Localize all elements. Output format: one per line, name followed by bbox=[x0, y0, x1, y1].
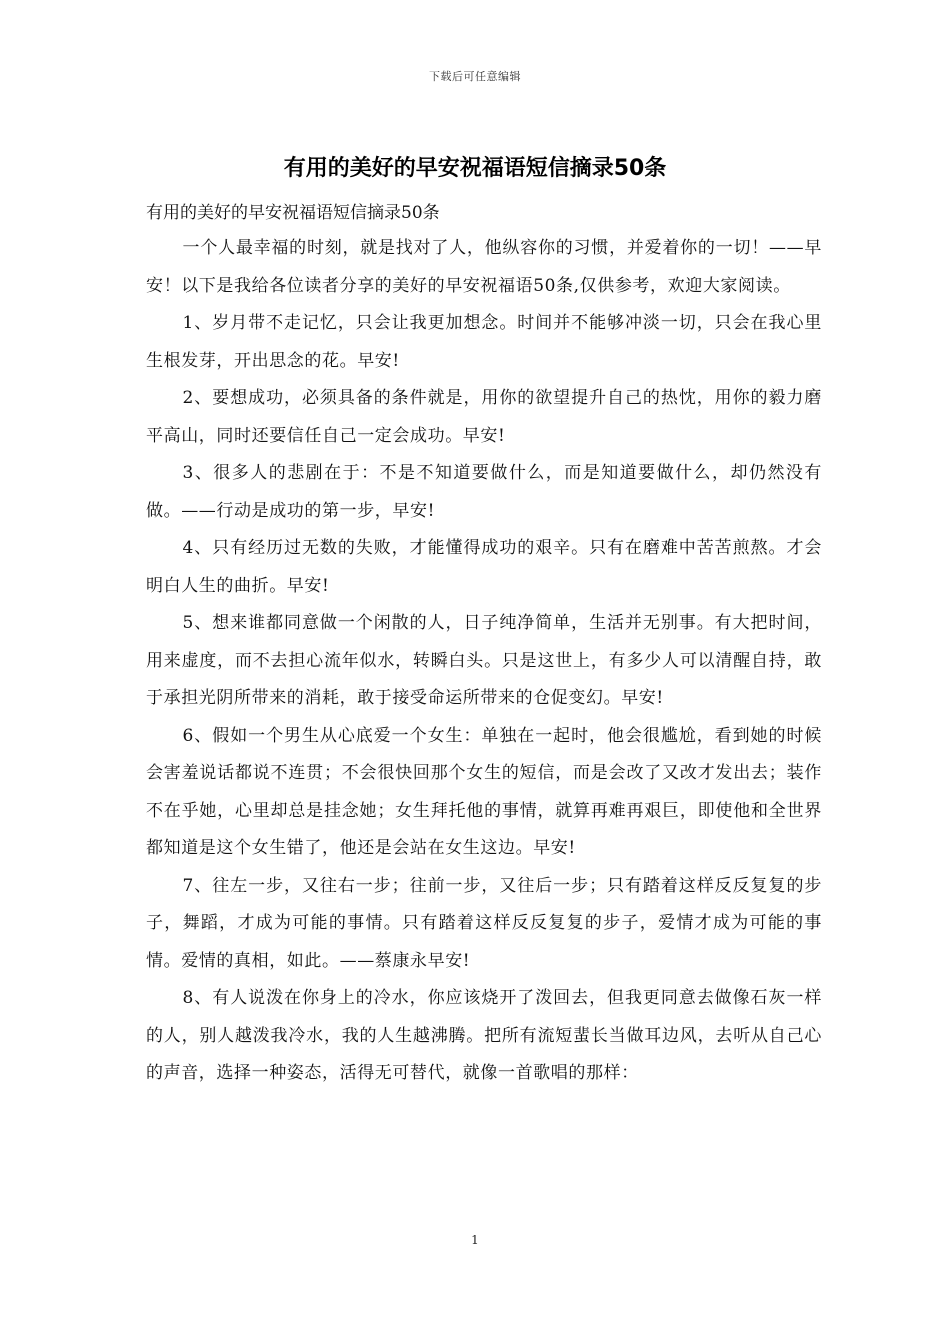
greeting-item-5: 5、想来谁都同意做一个闲散的人，日子纯净简单，生活并无别事。有大把时间，用来虚度，而不去担心流年似水，转瞬白头。只是这世上，有多少人可以清醒自持，敢于承担光阴所带来的消耗，敢于接受命运所带来的仓促变幻。早安! bbox=[146, 613, 822, 708]
document-subtitle: 有用的美好的早安祝福语短信摘录50条 bbox=[146, 203, 440, 223]
greeting-item-8: 8、有人说泼在你身上的冷水，你应该烧开了泼回去，但我更同意去做像石灰一样的人，别人越泼我冷水，我的人生越沸腾。把所有流短蜚长当做耳边风，去听从自己心的声音，选择一种姿态，活得无可替代，就像一首歌唱的那样： bbox=[146, 988, 822, 1083]
document-title: 有用的美好的早安祝福语短信摘录50条 bbox=[283, 156, 667, 181]
greeting-item-7: 7、往左一步，又往右一步；往前一步，又往后一步；只有踏着这样反反复复的步子，舞蹈，才成为可能的事情。只有踏着这样反反复复的步子，爱情才成为可能的事情。爱情的真相，如此。——蔡康永早安! bbox=[146, 875, 822, 971]
page-number: 1 bbox=[471, 1233, 479, 1247]
greeting-item-4: 4、只有经历过无数的失败，才能懂得成功的艰辛。只有在磨难中苦苦煎熬。才会明白人生的曲折。早安! bbox=[146, 538, 822, 596]
greeting-item-2: 2、要想成功，必须具备的条件就是，用你的欲望提升自己的热忱，用你的毅力磨平高山，同时还要信任自己一定会成功。早安! bbox=[146, 388, 822, 446]
intro-paragraph: 一个人最幸福的时刻，就是找对了人，他纵容你的习惯，并爱着你的一切！——早安！以下是我给各位读者分享的美好的早安祝福语50条,仅供参考，欢迎大家阅读。 bbox=[146, 238, 822, 296]
greeting-item-1: 1、岁月带不走记忆，只会让我更加想念。时间并不能够冲淡一切，只会在我心里生根发芽，开出思念的花。早安! bbox=[146, 313, 822, 371]
header-note: 下载后可任意编辑 bbox=[429, 70, 521, 83]
document-body bbox=[146, 230, 822, 1093]
greeting-item-3: 3、很多人的悲剧在于：不是不知道要做什么，而是知道要做什么，却仍然没有做。——行动是成功的第一步，早安! bbox=[146, 463, 822, 521]
greeting-item-6: 6、假如一个男生从心底爱一个女生：单独在一起时，他会很尴尬，看到她的时候会害羞说话都说不连贯；不会很快回那个女生的短信，而是会改了又改才发出去；装作不在乎她，心里却总是挂念她；女生拜托他的事情，就算再难再艰巨，即使他和全世界都知道是这个女生错了，他还是会站在女生这边。早安! bbox=[146, 725, 822, 858]
